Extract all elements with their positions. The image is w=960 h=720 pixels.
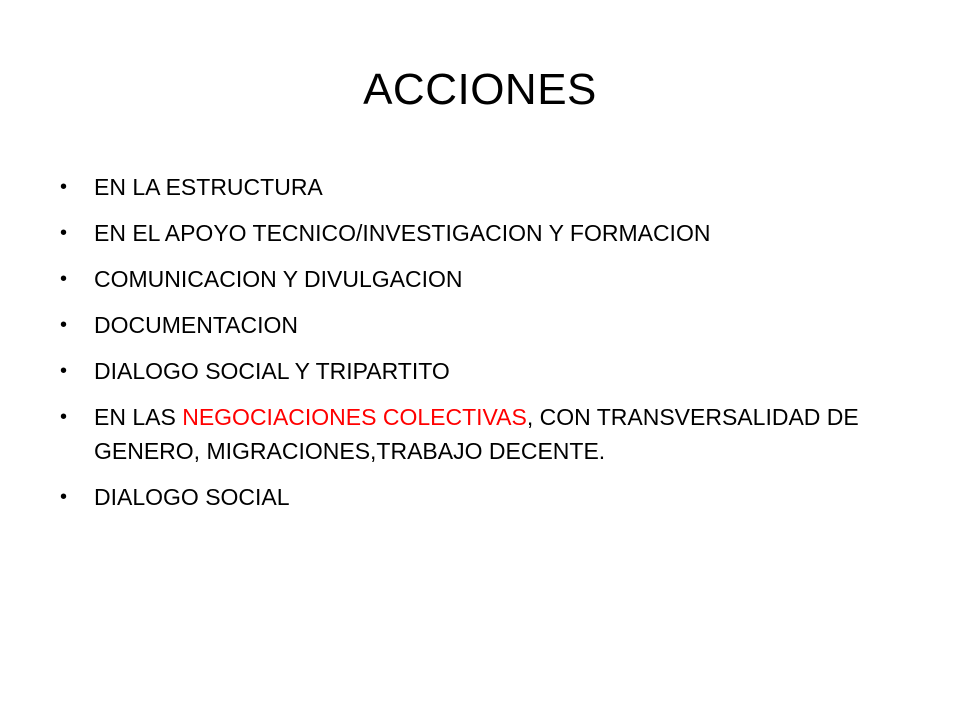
bullet-dot-icon: • bbox=[60, 314, 68, 336]
bullet-dot-icon: • bbox=[60, 176, 68, 198]
slide-title: ACCIONES bbox=[363, 65, 597, 114]
bullet-dot-icon: • bbox=[60, 486, 68, 508]
bullet-text-after: , CON TRANSVERSALIDAD DE GENERO, MIGRACIONES,TRABAJO DECENTE. bbox=[94, 404, 859, 464]
bullet-item bbox=[56, 308, 896, 342]
bullet-item bbox=[56, 262, 896, 296]
bullet-text: DOCUMENTACION bbox=[94, 312, 299, 338]
bullet-text-highlight: NEGOCIACIONES COLECTIVAS bbox=[182, 404, 527, 430]
bullet-text: DIALOGO SOCIAL Y TRIPARTITO bbox=[94, 358, 450, 384]
bullet-dot-icon: • bbox=[60, 268, 68, 290]
bullet-text: EN EL APOYO TECNICO/INVESTIGACION Y FORMACION bbox=[94, 220, 711, 246]
bullet-list bbox=[56, 170, 896, 526]
bullet-text: EN LA ESTRUCTURA bbox=[94, 174, 323, 200]
bullet-text: COMUNICACION Y DIVULGACION bbox=[94, 266, 463, 292]
bullet-dot-icon: • bbox=[60, 360, 68, 382]
bullet-item bbox=[56, 354, 896, 388]
bullet-item bbox=[56, 400, 896, 468]
bullet-dot-icon: • bbox=[60, 406, 68, 428]
bullet-item bbox=[56, 170, 896, 204]
bullet-text-before: EN LAS bbox=[94, 404, 183, 430]
bullet-item bbox=[56, 216, 896, 250]
bullet-dot-icon: • bbox=[60, 222, 68, 244]
bullet-text: DIALOGO SOCIAL bbox=[94, 484, 290, 510]
bullet-item bbox=[56, 480, 896, 514]
